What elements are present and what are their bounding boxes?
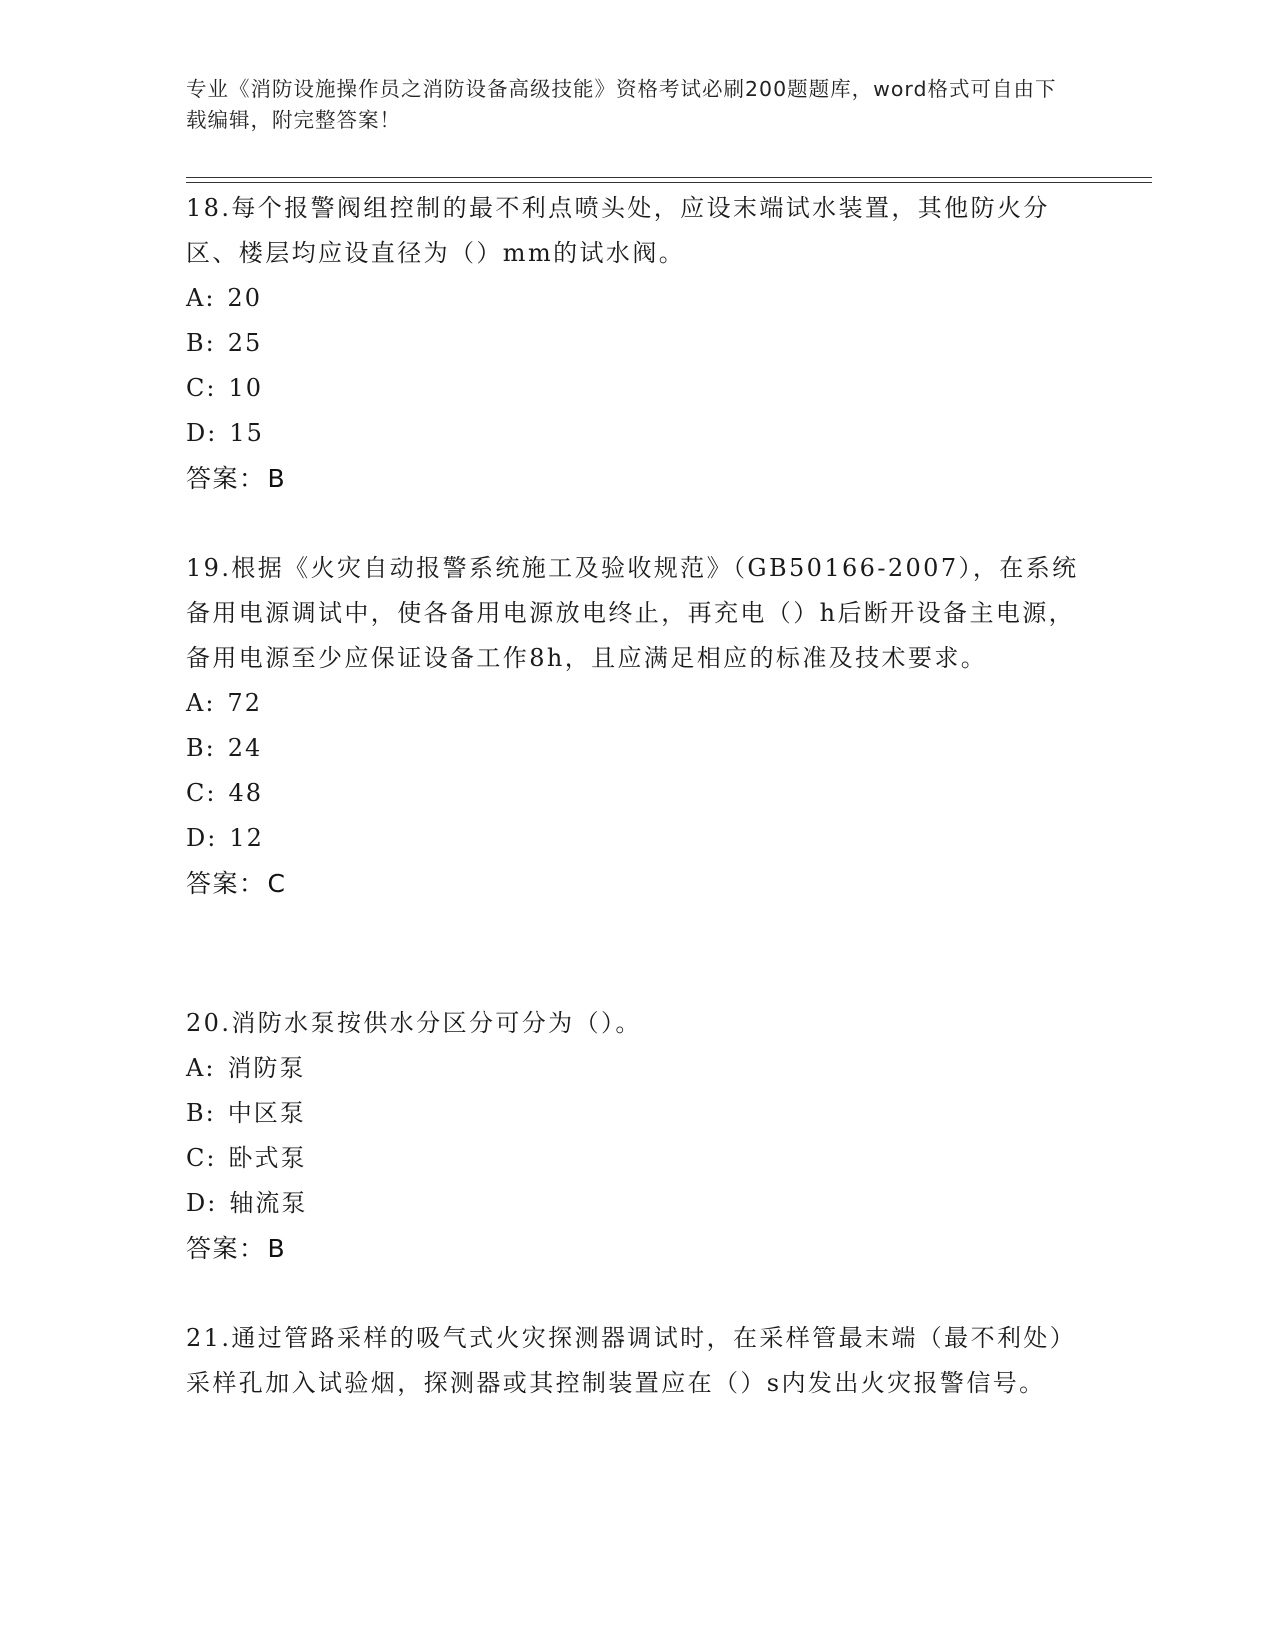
option-c: C: 48 bbox=[186, 779, 263, 807]
question-stem: 18.每个报警阀组控制的最不利点喷头处，应设末端试水装置，其他防火分区、楼层均应设直径为（）mm的试水阀。 bbox=[186, 194, 1050, 267]
header-divider-top bbox=[186, 177, 1152, 178]
document-header: 专业《消防设施操作员之消防设备高级技能》资格考试必刷200题题库，word格式可自由下载编辑，附完整答案！ bbox=[186, 77, 1057, 132]
option-b: B: 24 bbox=[186, 734, 263, 762]
question-21 bbox=[186, 1316, 1086, 1406]
answer-value: B bbox=[267, 1234, 287, 1263]
option-d: D: 轴流泵 bbox=[186, 1189, 308, 1217]
question-stem: 21.通过管路采样的吸气式火灾探测器调试时，在采样管最末端（最不利处）采样孔加入试验烟，探测器或其控制装置应在（）s内发出火灾报警信号。 bbox=[186, 1324, 1077, 1397]
question-19 bbox=[186, 546, 1086, 906]
question-20 bbox=[186, 1001, 1086, 1271]
option-d: D: 12 bbox=[186, 824, 264, 852]
option-a: A: 消防泵 bbox=[186, 1054, 306, 1082]
answer-value: C bbox=[267, 869, 287, 898]
option-b: B: 25 bbox=[186, 329, 263, 357]
option-a: A: 72 bbox=[186, 689, 262, 717]
option-c: C: 10 bbox=[186, 374, 263, 402]
option-a: A: 20 bbox=[186, 284, 262, 312]
answer-line: 答案：B bbox=[186, 464, 287, 493]
option-d: D: 15 bbox=[186, 419, 264, 447]
question-18 bbox=[186, 186, 1086, 501]
question-stem: 20.消防水泵按供水分区分可分为（）。 bbox=[186, 1009, 642, 1037]
answer-line: 答案：C bbox=[186, 869, 287, 898]
question-stem: 19.根据《火灾自动报警系统施工及验收规范》（GB50166-2007），在系统备用电源调试中，使各备用电源放电终止，再充电（）h后断开设备主电源，备用电源至少应保证设备工作8h，且应满足相应的标准及技术要求。 bbox=[186, 554, 1079, 672]
option-b: B: 中区泵 bbox=[186, 1099, 306, 1127]
header-divider-bottom bbox=[186, 182, 1152, 183]
answer-line: 答案：B bbox=[186, 1234, 287, 1263]
option-c: C: 卧式泵 bbox=[186, 1144, 307, 1172]
answer-value: B bbox=[267, 464, 287, 493]
